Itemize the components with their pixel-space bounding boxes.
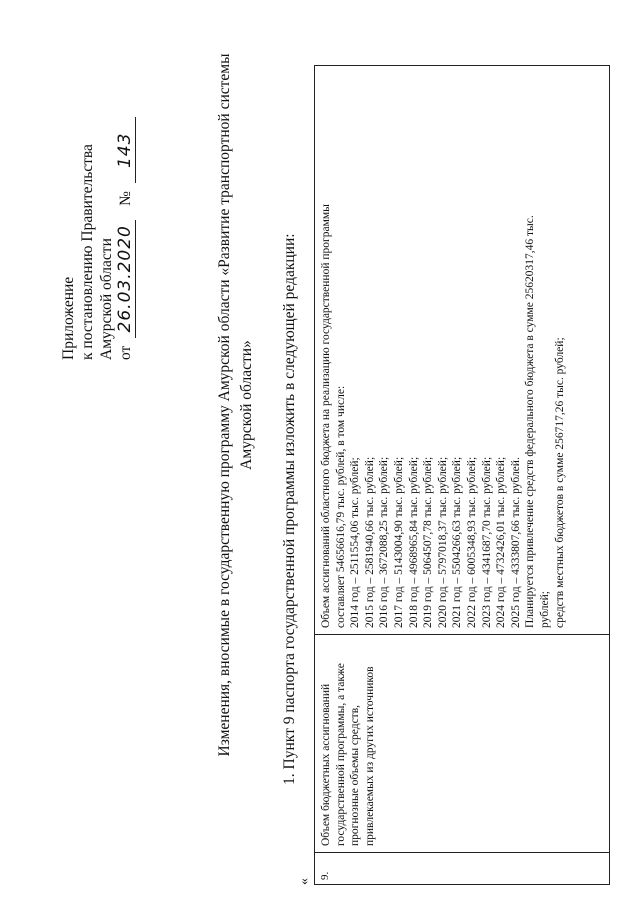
body-line: 2020 год – 5797018,37 тыс. рублей; bbox=[436, 456, 449, 628]
body-line: 2017 год – 5143004,90 тыс. рублей; bbox=[392, 456, 405, 628]
body-line: средств местных бюджетов в сумме 256717,26 тыс. рублей; bbox=[553, 337, 566, 628]
approval-line-3: Амурской области bbox=[97, 238, 115, 360]
body-line: 2015 год – 2581940,66 тыс. рублей; bbox=[363, 456, 376, 628]
body-line: 2016 год – 3672088,25 тыс. рублей; bbox=[378, 456, 391, 628]
body-line: рублей; bbox=[538, 591, 551, 628]
approval-line-2: к постановлению Правительства bbox=[78, 144, 96, 360]
body-line: 2025 год – 4333807,66 тыс. рублей. bbox=[509, 457, 522, 628]
handwritten-number: 143 bbox=[116, 117, 136, 183]
row-body bbox=[315, 66, 609, 634]
approval-block bbox=[60, 20, 136, 360]
approval-line-1: Приложение bbox=[60, 276, 77, 360]
document-title: Изменения, вносимые в государственную программу Амурской области «Развитие транспортной системы Амурской области» bbox=[216, 53, 255, 757]
body-line: Объем ассигнований областного бюджета на реализацию государственной программы bbox=[320, 204, 332, 628]
body-line: Планируется привлечение средств федерального бюджета в сумме 25620317,46 тыс. bbox=[524, 215, 537, 628]
passport-table bbox=[314, 65, 610, 885]
handwritten-date: 26.03.2020 bbox=[116, 220, 136, 338]
approval-date-line bbox=[116, 20, 136, 360]
body-line: 2014 год – 2511554,06 тыс. рублей; bbox=[349, 457, 362, 628]
body-line: 2024 год – 4732426,01 тыс. рублей; bbox=[495, 456, 508, 628]
body-line: 2021 год – 5504266,63 тыс. рублей; bbox=[451, 456, 464, 628]
opening-quote: « bbox=[297, 878, 312, 885]
body-line: 2023 год – 4341687,70 тыс. рублей; bbox=[480, 456, 493, 628]
body-line: 2019 год – 5064507,78 тыс. рублей; bbox=[422, 456, 435, 628]
body-line: составляет 54656616,79 тыс. рублей, в том числе: bbox=[334, 385, 347, 628]
row-label: Объем бюджетных ассигнований государственной программы, а также прогнозные объемы средств, привлекаемых из других источников bbox=[315, 634, 609, 852]
date-prefix: от bbox=[117, 345, 135, 360]
body-line: 2022 год – 6005348,93 тыс. рублей; bbox=[465, 456, 478, 628]
body-line: 2018 год – 4968965,84 тыс. рублей; bbox=[407, 456, 420, 628]
lead-paragraph: 1. Пункт 9 паспорта государственной программы изложить в следующей редакции: bbox=[281, 233, 298, 785]
row-number: 9. bbox=[315, 852, 609, 884]
number-sign: № bbox=[117, 191, 135, 206]
